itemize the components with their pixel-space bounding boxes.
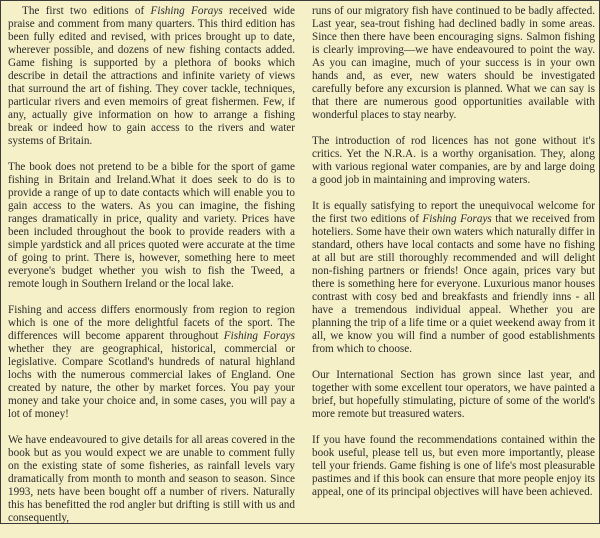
access-paragraph [8,304,295,421]
international-paragraph: Our International Section has grown since last year, and together with some excellent tour operators, we have painted a brief, but hopefully stimulating, picture of some of the world's more remote but treasured waters. [312,369,595,420]
access-text-rest: whether they are geographical, historical, commercial or legislative. Compare Scotland's hundreds of natural highland lochs with the numerous commercial lakes of England. One created by nature, the other by market forces. You pay your money and take your choice and, in some cases, you will pay a lot of money! [8,343,295,420]
book-title: Fishing Forays [223,330,295,342]
migratory-fish-paragraph: runs of our migratory fish have continued to be badly affected. Last year, sea-trout fishing had declined badly in some areas. Since then there have been encouraging signs. Salmon fishing is clearly improving—we have endeavoured to point the way. As you can imagine, much of your success is in your own hands and, as ever, new waters should be investigated carefully before any excursion is planned. What we can say is that there are numerous good opportunities available with wonderful places to stay nearby. [312,5,595,121]
closing-paragraph: If you have found the recommendations contained within the book useful, please tell us, but even more importantly, please tell your friends. Game fishing is one of life's most pleasurable pastimes and if this book can ensure that more people enjoy its appeal, one of its principal objectives will have been achieved. [312,434,595,498]
purpose-paragraph: The book does not pretend to be a bible for the sport of game fishing in Britain and Ireland.What it does seek to do is to provide a range of up to date contacts which will enable you to gain access to the waters. As you can imagine, the fishing ranges dramatically in price, quality and variety. Prices have been included throughout the book to provide readers with a simple yardstick and all prices quoted were accurate at the time of going to print. There is, however, something here to meet everyone's budget whether you wish to fish the Tweed, a remote lough in Southern Ireland or the local lake. [8,161,295,290]
details-paragraph: We have endeavoured to give details for all areas covered in the book but as you would expect we are unable to comment fully on the existing state of some fisheries, as rainfall levels vary dramatically from month to month and season to season. Since 1993, nets have been bought off a number of rivers. Naturally this has benefitted the rod angler but drifting is still with us and consequently, [8,434,295,524]
intro-text-rest: received wide praise and comment from many quarters. This third edition has been fully edited and revised, with prices brought up to date, wherever possible, and dozens of new fishing contacts added. Game fishing is supported by a plethora of books which describe in detail the attractions and infinite variety of views that surround the art of fishing. They cover tackle, techniques, particular rivers and even memoirs of great fishermen. Few, if any, actually give information on how to arrange a fishing break or indeed how to gain access to the rivers and water systems of Britain. [8,5,295,147]
intro-text-start: The first two editions of [22,5,151,17]
right-column [312,5,595,512]
intro-paragraph [8,5,295,148]
left-column [8,5,295,538]
rod-licences-paragraph: The introduction of rod licences has not gone without it's critics. Yet the N.R.A. is a worthy organisation. They, along with various regional water companies, are by and large doing a good job in maintaining and improving waters. [312,135,595,186]
access-text-start: Fishing and access differs enormously from region to region which is one of the more delightful facets of the sport. The differences will become apparent throughout [8,304,295,342]
book-title: Fishing Forays [422,213,492,225]
hoteliers-text-rest: that we received from hoteliers. Some have their own waters which naturally differ in standard, others have local contacts and some have no fishing at all but are still thoroughly recommended and will delight non-fishing partners or friends! Once again, prices vary but there is something here for everyone. Luxurious manor houses contrast with cosy bed and breakfasts and friendly inns - all have a tremendous individual appeal. Whether you are planning the trip of a life time or a quiet weekend away from it all, we know you will find a number of good establishments from which to choose. [312,213,595,355]
hoteliers-paragraph [312,200,595,356]
hoteliers-text-start: It is equally satisfying to report the unequivocal welcome for the first two editions of [312,200,595,225]
book-title: Fishing Forays [150,5,223,17]
